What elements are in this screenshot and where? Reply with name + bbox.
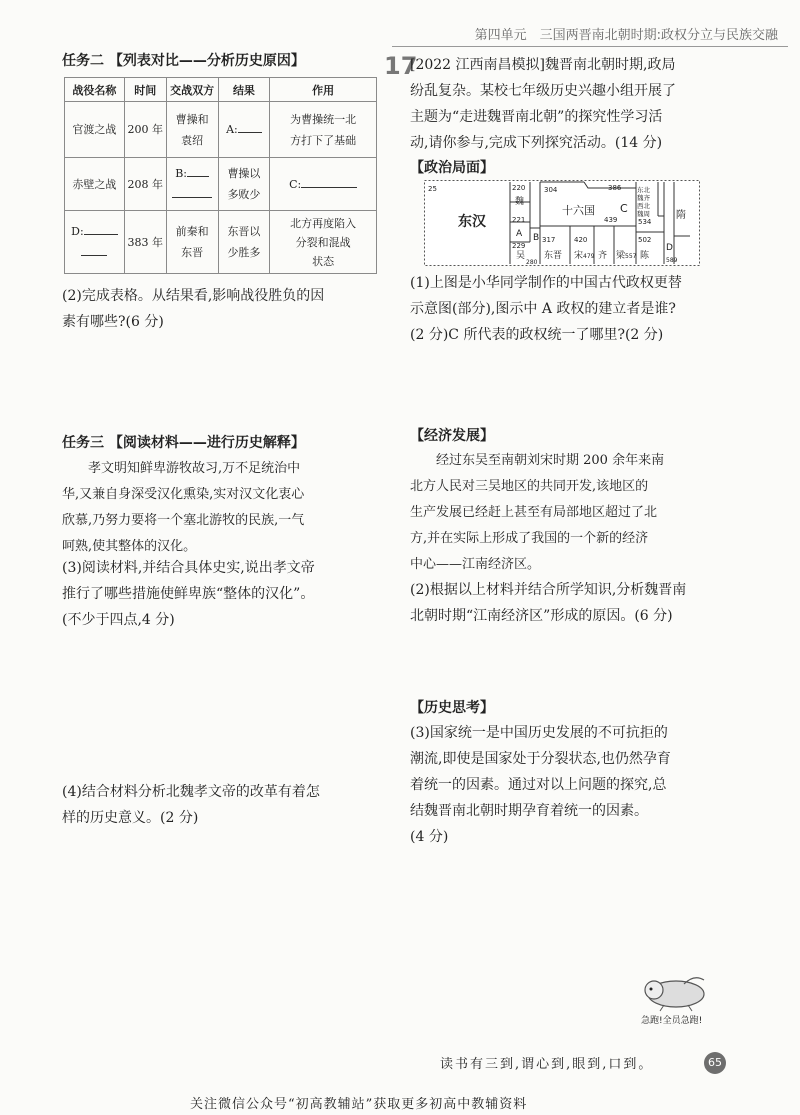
- cell-time: 383 年: [124, 211, 166, 274]
- map-label-589: 589: [666, 257, 678, 264]
- map-label-donghan: 东汉: [458, 214, 486, 230]
- map-label-220: 220: [512, 184, 526, 192]
- answer-blank-d[interactable]: [84, 234, 118, 235]
- map-label-dbxw-2: 魏齐: [637, 194, 650, 202]
- map-label-386: 386: [608, 184, 622, 192]
- map-label-25: 25: [428, 185, 437, 193]
- cell-time: 200 年: [124, 102, 166, 158]
- page-number: 65: [704, 1052, 726, 1074]
- map-label-qi: 齐: [598, 251, 608, 261]
- map-label-b: B: [533, 233, 540, 243]
- map-label-c: C: [620, 202, 628, 215]
- map-label-221: 221: [512, 216, 526, 224]
- q17-question-1: (1)上图是小华同学制作的中国古代政权更替 示意图(部分),图示中 A 政权的建立者是谁? (2 分)C 所代表的政权统一了哪里?(2 分): [410, 275, 682, 343]
- battle-table: [64, 77, 377, 274]
- economy-text: 经过东吴至南朝刘宋时期 200 余年来南 北方人民对三吴地区的共同开发,该地区的 生产发展已经赶上甚至有局部地区超过了北 方,并在实际上形成了我国的一个新的经济 中心——江南经济区。: [410, 453, 665, 572]
- map-label-502: 502: [638, 236, 652, 244]
- page-header: [392, 22, 788, 47]
- map-label-dbxw-1: 东北: [637, 186, 650, 194]
- map-label-dbxw-3: 西北: [637, 202, 650, 210]
- cell-parties: 前秦和 东晋: [166, 211, 218, 274]
- answer-blank-a[interactable]: [238, 132, 262, 133]
- col-header-role: 作用: [270, 78, 377, 102]
- task3-title: 任务三 【阅读材料——进行历史解释】: [62, 435, 305, 451]
- map-label-280: 280: [526, 259, 538, 266]
- cell-result: A:: [218, 102, 270, 158]
- cell-result: 曹操以 多败少: [218, 158, 270, 211]
- task3-question-4: (4)结合材料分析北魏孝文帝的改革有着怎 样的历史意义。(2 分): [62, 784, 320, 826]
- map-label-chen: 陈: [640, 251, 650, 261]
- economy-title: 【经济发展】: [410, 428, 494, 444]
- task3-question-3: (3)阅读材料,并结合具体史实,说出孝文帝 推行了哪些措施使鲜卑族“整体的汉化”。 (不少于四点,4 分): [62, 560, 315, 628]
- map-label-229: 229: [512, 242, 526, 250]
- task2-question-2: (2)完成表格。从结果看,影响战役胜负的因 素有哪些?(6 分): [62, 288, 325, 330]
- question-number: 17: [384, 52, 418, 80]
- cell-time: 208 年: [124, 158, 166, 211]
- col-header-name: 战役名称: [65, 78, 125, 102]
- map-label-sui: 隋: [676, 210, 686, 221]
- q17-question-3: (3)国家统一是中国历史发展的不可抗拒的 潮流,即使是国家处于分裂状态,也仍然孕育 着统一的因素。通过对以上问题的探究,总 结魏晋南北朝时期孕育着统一的因素。 (4 分): [410, 725, 671, 845]
- cell-name: 官渡之战: [65, 102, 125, 158]
- footer-note: 关注微信公众号“初高教辅站”获取更多初高中教辅资料: [190, 1097, 528, 1112]
- col-header-parties: 交战双方: [166, 78, 218, 102]
- cell-role: 北方再度陷入 分裂和混战 状态: [270, 211, 377, 274]
- q17-intro: [2022 江西南昌模拟]魏晋南北朝时期,政局 纷乱复杂。某校七年级历史兴趣小组开展了 主题为“走进魏晋南北朝”的探究性学习活 动,请你参与,完成下列探究活动。(14 分): [410, 57, 676, 151]
- politics-title: 【政治局面】: [410, 160, 494, 176]
- map-label-dbxw-4: 魏周: [637, 210, 650, 218]
- task2-title: 任务二 【列表对比——分析历史原因】: [62, 53, 305, 69]
- answer-blank-b[interactable]: [187, 176, 209, 177]
- map-label-shiliuguo: 十六国: [562, 204, 595, 217]
- mascot-icon: [640, 970, 712, 1012]
- table-row: [65, 211, 377, 274]
- map-label-d: D: [666, 243, 673, 253]
- map-label-304: 304: [544, 186, 558, 194]
- header-text: 第四单元 三国两晋南北朝时期:政权分立与民族交融: [474, 28, 778, 43]
- cell-parties: 曹操和 袁绍: [166, 102, 218, 158]
- cell-name: 赤壁之战: [65, 158, 125, 211]
- map-label-wu: 吴: [516, 251, 526, 261]
- map-label-420: 420: [574, 236, 588, 244]
- cell-role: C:: [270, 158, 377, 211]
- map-label-479: 479: [583, 253, 595, 260]
- regime-timeline-diagram: [424, 180, 700, 266]
- q17-question-2: (2)根据以上材料并结合所学知识,分析魏晋南 北朝时期“江南经济区”形成的原因。(6 分): [410, 582, 687, 624]
- map-label-317: 317: [542, 236, 556, 244]
- answer-blank-c[interactable]: [301, 187, 357, 188]
- table-row: [65, 102, 377, 158]
- footer-quote: 读书有三到,谓心到,眼到,口到。: [440, 1057, 654, 1072]
- thinking-title: 【历史思考】: [410, 700, 494, 716]
- map-label-wei: 魏: [515, 197, 525, 207]
- cell-role: 为曹操统一北 方打下了基础: [270, 102, 377, 158]
- map-label-song: 宋: [574, 251, 584, 261]
- map-label-557: 557: [625, 253, 637, 260]
- col-header-result: 结果: [218, 78, 270, 102]
- map-label-liang: 梁: [616, 251, 626, 261]
- mascot-caption: 急跑!全员急跑!: [641, 1016, 703, 1026]
- map-label-dongjin: 东晋: [544, 251, 563, 261]
- table-row: [65, 158, 377, 211]
- cell-name: D:: [65, 211, 125, 274]
- cell-parties: B:: [166, 158, 218, 211]
- table-header-row: [65, 78, 377, 102]
- map-label-a: A: [516, 229, 523, 239]
- cell-result: 东晋以 少胜多: [218, 211, 270, 274]
- col-header-time: 时间: [124, 78, 166, 102]
- map-label-534: 534: [638, 218, 652, 226]
- task3-reading: 孝文明知鲜卑游牧故习,万不足统治中 华,又兼自身深受汉化熏染,实对汉文化衷心 欣慕,乃努力要将一个塞北游牧的民族,一气 呵熟,使其整体的汉化。: [62, 461, 305, 554]
- map-label-439: 439: [604, 216, 618, 224]
